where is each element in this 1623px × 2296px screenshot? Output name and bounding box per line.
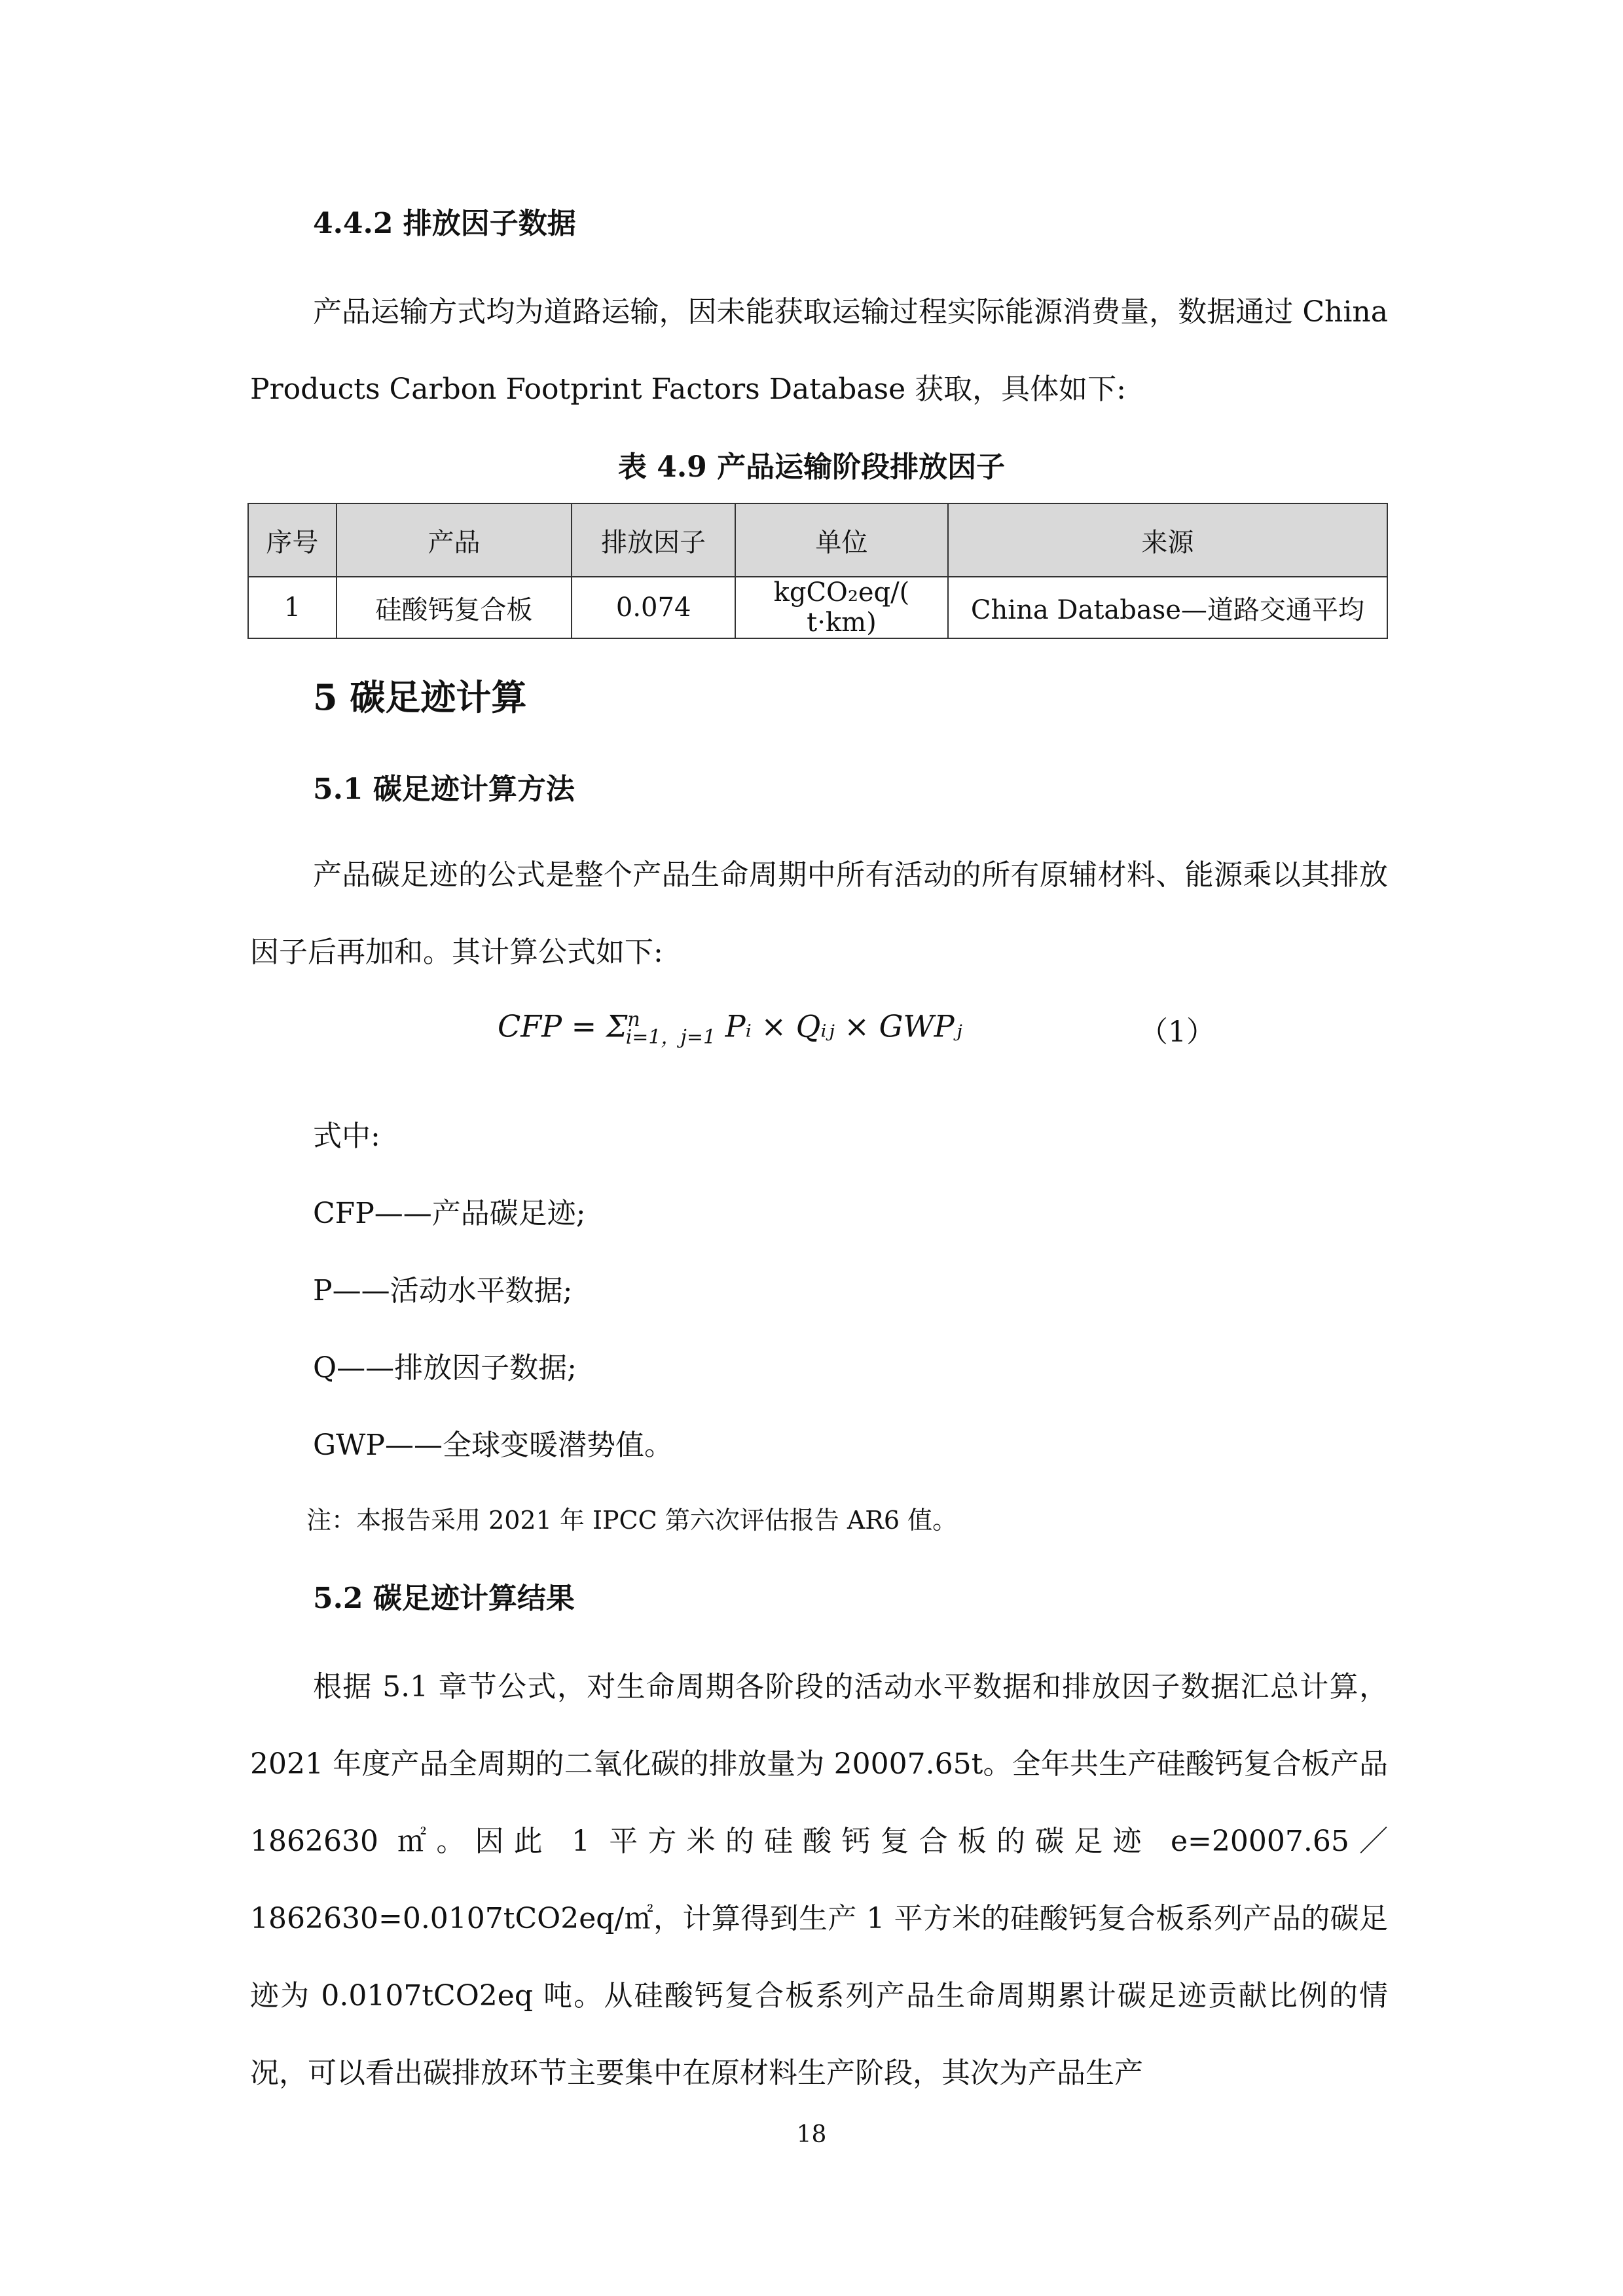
header-index: 序号 <box>248 503 337 577</box>
cfp-formula <box>498 1008 962 1049</box>
definition-p: P——活动水平数据; <box>313 1274 573 1307</box>
paragraph-formula-intro-text: 产品碳足迹的公式是整个产品生命周期中所有活动的所有原辅材料、能源乘以其排放因子后再加和。其计算公式如下: <box>250 858 1388 969</box>
formula-lhs: CFP = Σ <box>498 1008 628 1044</box>
definitions-intro: 式中: <box>313 1120 380 1153</box>
section-heading-5-2: 5.2 碳足迹计算结果 <box>313 1582 575 1615</box>
table-caption: 表 4.9 产品运输阶段排放因子 <box>617 450 1006 484</box>
paragraph-result <box>250 1649 1388 2112</box>
header-factor: 排放因子 <box>572 503 735 577</box>
cell-source: China Database—道路交通平均 <box>948 577 1387 638</box>
section-heading-4-4-2: 4.4.2 排放因子数据 <box>313 207 576 240</box>
header-source: 来源 <box>948 503 1387 577</box>
page-number: 18 <box>796 2121 827 2148</box>
cell-index: 1 <box>248 577 337 638</box>
formula-sup: n <box>627 1008 640 1031</box>
emission-factor-table <box>247 503 1388 639</box>
section-heading-5-1: 5.1 碳足迹计算方法 <box>313 773 575 806</box>
cell-product: 硅酸钙复合板 <box>337 577 572 638</box>
table-header-row <box>248 503 1387 577</box>
section-heading-5: 5 碳足迹计算 <box>313 676 527 718</box>
formula-sub: i=1，j=1 <box>625 1025 716 1049</box>
header-product: 产品 <box>337 503 572 577</box>
note-ipcc: 注：本报告采用 2021 年 IPCC 第六次评估报告 AR6 值。 <box>306 1506 958 1535</box>
definition-gwp: GWP——全球变暖潜势值。 <box>313 1429 673 1462</box>
header-unit: 单位 <box>735 503 948 577</box>
cell-unit: kgCO₂eq/( t·km) <box>735 577 948 638</box>
equation-number: （1） <box>1139 1015 1215 1049</box>
formula-rhs: Pᵢ × Qᵢⱼ × GWPⱼ <box>725 1008 962 1044</box>
paragraph-transport-text: 产品运输方式均为道路运输，因未能获取运输过程实际能源消费量，数据通过 China Products Carbon Footprint Factors Database 获取，具体如下: <box>250 295 1388 406</box>
definition-q: Q——排放因子数据; <box>313 1351 577 1385</box>
cell-factor: 0.074 <box>572 577 735 638</box>
paragraph-formula-intro <box>250 837 1388 991</box>
paragraph-result-text: 根据 5.1 章节公式，对生命周期各阶段的活动水平数据和排放因子数据汇总计算，2021 年度产品全周期的二氧化碳的排放量为 20007.65t。全年共生产硅酸钙复合板产品 1862630 ㎡。因此 1 平方米的硅酸钙复合板的碳足迹 e=20007.65／1862630=0.0107tCO2eq/㎡，计算得到生产 1 平方米的硅酸钙复合板系列产品的碳足迹为 0.0107tCO2eq 吨。从硅酸钙复合板系列产品生命周期累计碳足迹贡献比例的情况，可以看出碳排放环节主要集中在原材料生产阶段，其次为产品生产 <box>250 1670 1388 2090</box>
paragraph-transport <box>250 274 1388 428</box>
table-row <box>248 577 1387 638</box>
definition-cfp: CFP——产品碳足迹; <box>313 1197 586 1230</box>
